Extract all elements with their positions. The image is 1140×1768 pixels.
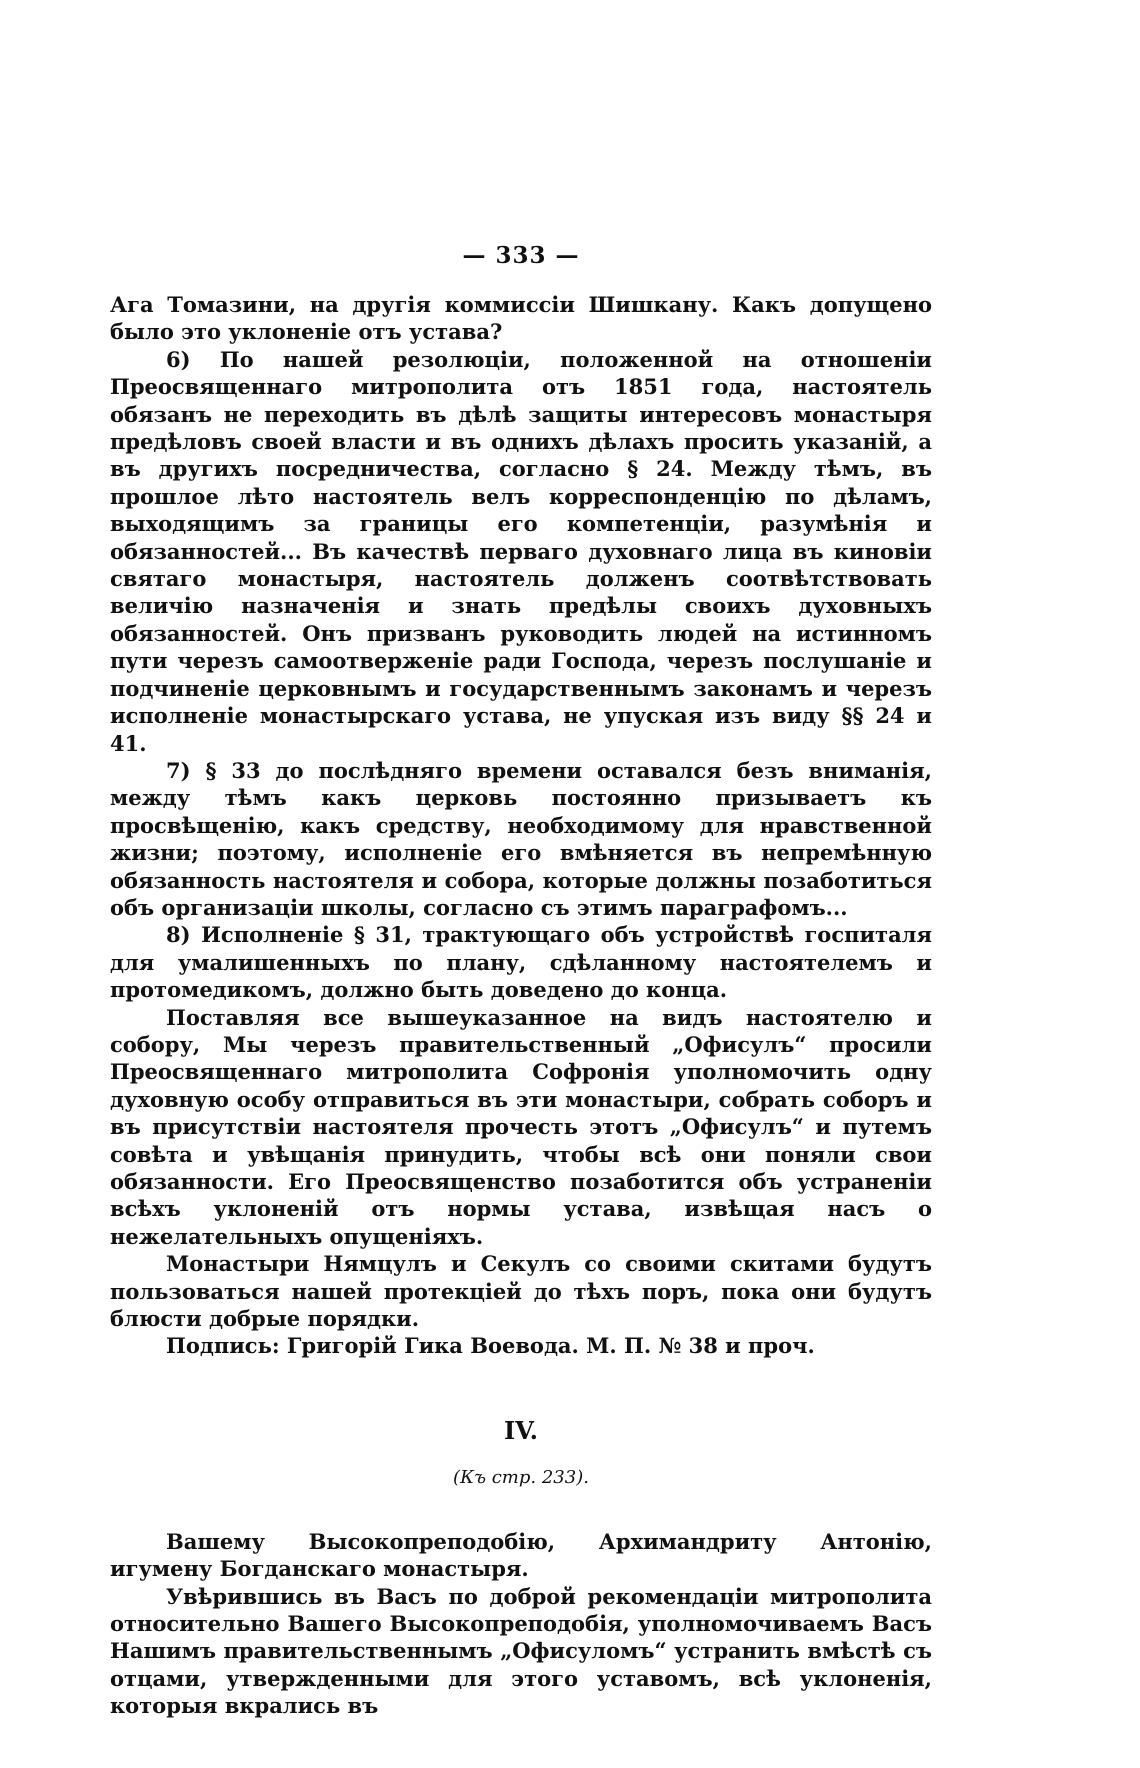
paragraph: Ага Томазини, на другія коммиссіи Шишкану. Какъ допущено было это уклоненіе отъ устава? — [110, 292, 932, 345]
page-number: — 333 — — [462, 242, 580, 269]
document-page — [110, 242, 932, 1720]
signature-line: Подпись: Григорій Гика Воевода. М. П. № 38 и проч. — [166, 1333, 815, 1359]
paragraphs-before — [110, 291, 932, 1360]
paragraph: 6) По нашей резолюціи, положенной на отношеніи Преосвященнаго митрополита отъ 1851 года, настоятель обязанъ не переходить въ дѣлѣ защиты интересовъ монастыря предѣловъ своей власти и въ однихъ дѣлахъ просить указаній, а въ другихъ посредничества, согласно § 24. Между тѣмъ, въ прошлое лѣто настоятель велъ корреспонденцію по дѣламъ, выходящимъ за границы его компетенціи, разумѣнія и обязанностей... Въ качествѣ перваго духовнаго лица въ киновіи святаго монастыря, настоятель долженъ соотвѣтствовать величію назначенія и знать предѣлы своихъ духовныхъ обязанностей. Онъ призванъ руководить людей на истинномъ пути черезъ самоотверженіе ради Господа, черезъ послушаніе и подчиненіе церковнымъ и государственнымъ законамъ и черезъ исполненіе монастырскаго устава, не упуская изъ виду §§ 24 и 41. — [110, 346, 932, 756]
section-number: IV. — [503, 1415, 538, 1445]
paragraph: 7) § 33 до послѣдняго времени оставался безъ вниманія, между тѣмъ какъ церковь постоянно призываетъ къ просвѣщенію, какъ средству, необходимому для нравственной жизни; поэтому, исполненіе его вмѣняется въ непремѣнную обязанность настоятеля и собора, которые должны позаботиться объ организаціи школы, согласно съ этимъ параграфомъ... — [110, 757, 932, 920]
paragraph: Увѣрившись въ Васъ по доброй рекомендаціи митрополита относительно Вашего Высокопреподобія, уполномочиваемъ Васъ Нашимъ правительственнымъ „Офисуломъ“ устранить вмѣстѣ съ отцами, утвержденными для этого уставомъ, всѣ уклоненія, которыя вкрались въ — [110, 1583, 932, 1719]
address-line: Вашему Высокопреподобію, Архимандриту Антонію, игумену Богданскаго монастыря. — [110, 1528, 932, 1582]
paragraph: 8) Исполненіе § 31, трактующаго объ устройствѣ госпиталя для умалишенныхъ по плану, сдѣланному настоятелемъ и протомедикомъ, должно быть доведено до конца. — [110, 922, 932, 1003]
paragraph: Поставляя все вышеуказанное на видъ настоятелю и собору, Мы черезъ правительственный „Офисулъ“ просили Преосвященнаго митрополита Софронія уполномочить одну духовную особу отправиться въ эти монастыри, собрать соборъ и въ присутствіи настоятеля прочесть этотъ „Офисулъ“ и путемъ совѣта и увѣщанія принудить, чтобы всѣ они поняли свои обязанности. Его Преосвященство позаботится объ устраненіи всѣхъ уклоненій отъ нормы устава, извѣщая насъ о нежелательныхъ опущеніяхъ. — [110, 1004, 932, 1249]
paragraph: Монастыри Нямцулъ и Секулъ со своими скитами будутъ пользоваться нашей протекціей до тѣхъ поръ, пока они будутъ блюсти добрые порядки. — [110, 1251, 932, 1332]
paragraphs-after — [110, 1528, 932, 1720]
section-reference: (Къ стр. 233). — [453, 1466, 589, 1488]
